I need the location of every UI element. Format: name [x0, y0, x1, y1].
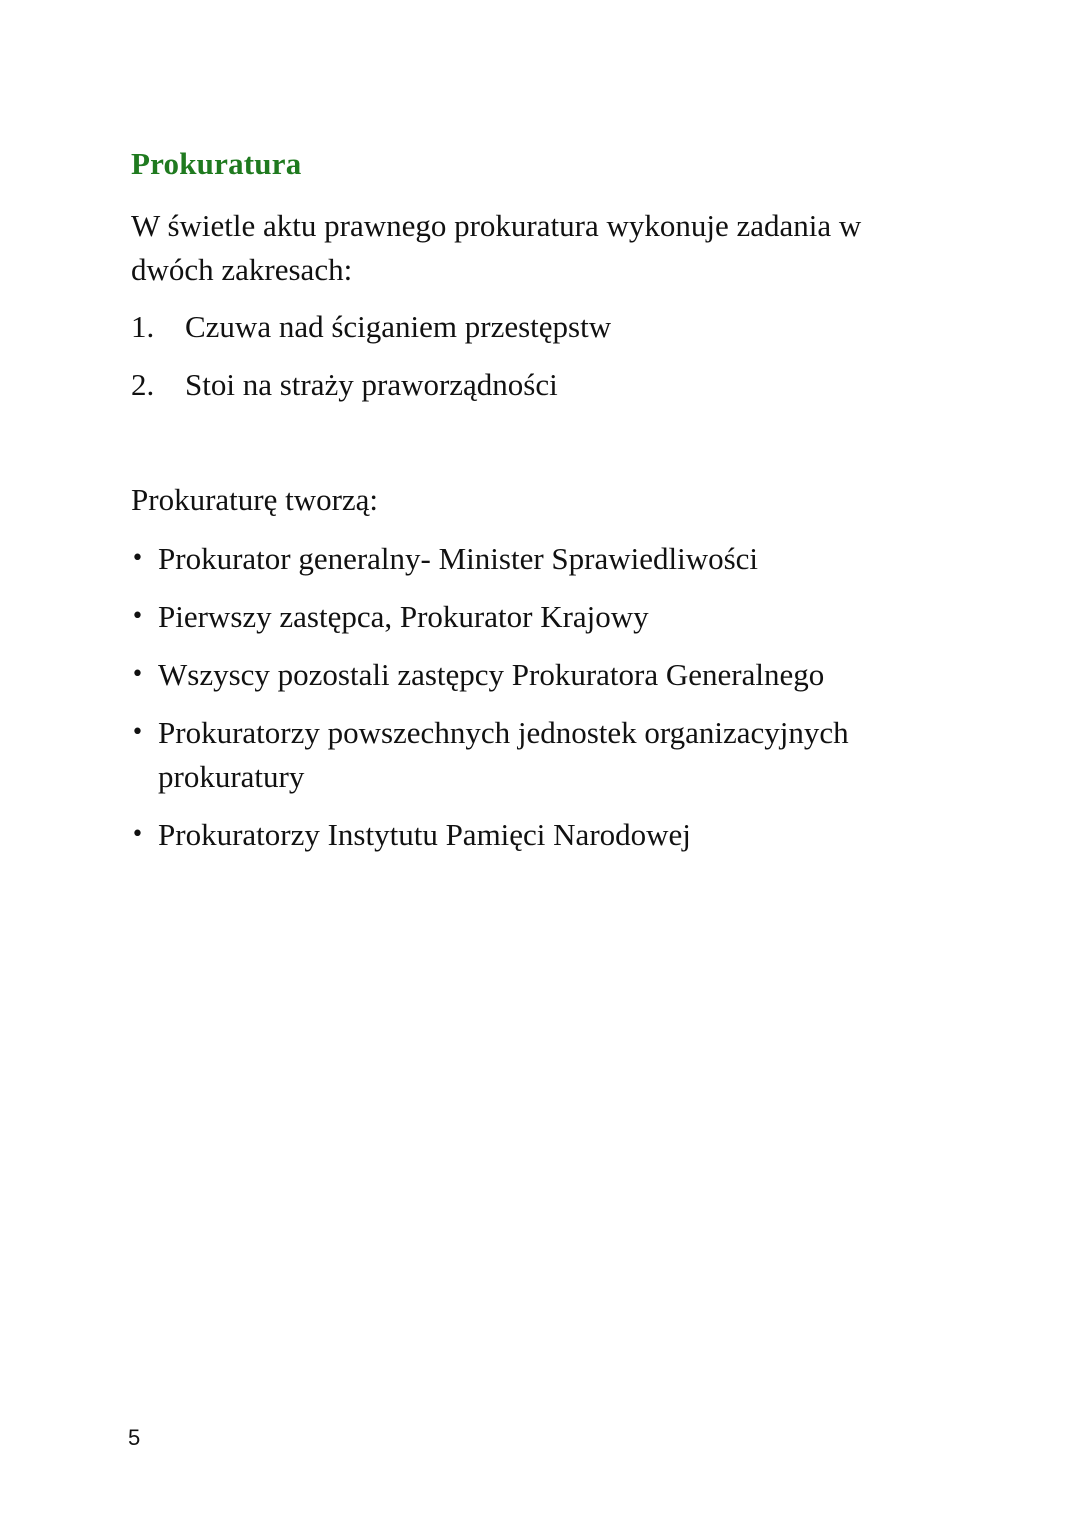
bullet-text: Prokuratorzy Instytutu Pamięci Narodowej: [158, 817, 691, 852]
page-number: 5: [128, 1425, 141, 1450]
bullet-list-item: [131, 813, 911, 857]
numbered-list: [131, 306, 611, 422]
list-item-text: Stoi na straży praworządności: [185, 367, 558, 402]
bullet-list-item: [131, 711, 911, 799]
bullet-list: [131, 537, 911, 871]
bullet-icon: •: [131, 662, 144, 687]
bullet-list-item: [131, 653, 911, 697]
bullet-text: Prokurator generalny- Minister Sprawiedliwości: [158, 541, 759, 576]
bullet-list-item: [131, 537, 911, 581]
bullet-icon: •: [131, 720, 144, 745]
bullet-icon: •: [131, 546, 144, 571]
bullet-icon: •: [131, 604, 144, 629]
bullet-icon: •: [131, 822, 144, 847]
list-number: 2.: [131, 367, 155, 402]
sub-intro-paragraph: Prokuraturę tworzą:: [131, 482, 379, 517]
section-heading: Prokuratura: [131, 146, 302, 181]
bullet-text: Prokuratorzy powszechnych jednostek organizacyjnych prokuratury: [158, 715, 849, 794]
bullet-list-item: [131, 595, 911, 639]
intro-paragraph: W świetle aktu prawnego prokuratura wykonuje zadania w dwóch zakresach:: [131, 208, 862, 287]
bullet-text: Pierwszy zastępca, Prokurator Krajowy: [158, 599, 649, 634]
list-number: 1.: [131, 309, 155, 344]
bullet-text: Wszyscy pozostali zastępcy Prokuratora Generalnego: [158, 657, 825, 692]
numbered-list-item: [131, 364, 611, 422]
list-item-text: Czuwa nad ściganiem przestępstw: [185, 309, 612, 344]
numbered-list-item: [131, 306, 611, 364]
